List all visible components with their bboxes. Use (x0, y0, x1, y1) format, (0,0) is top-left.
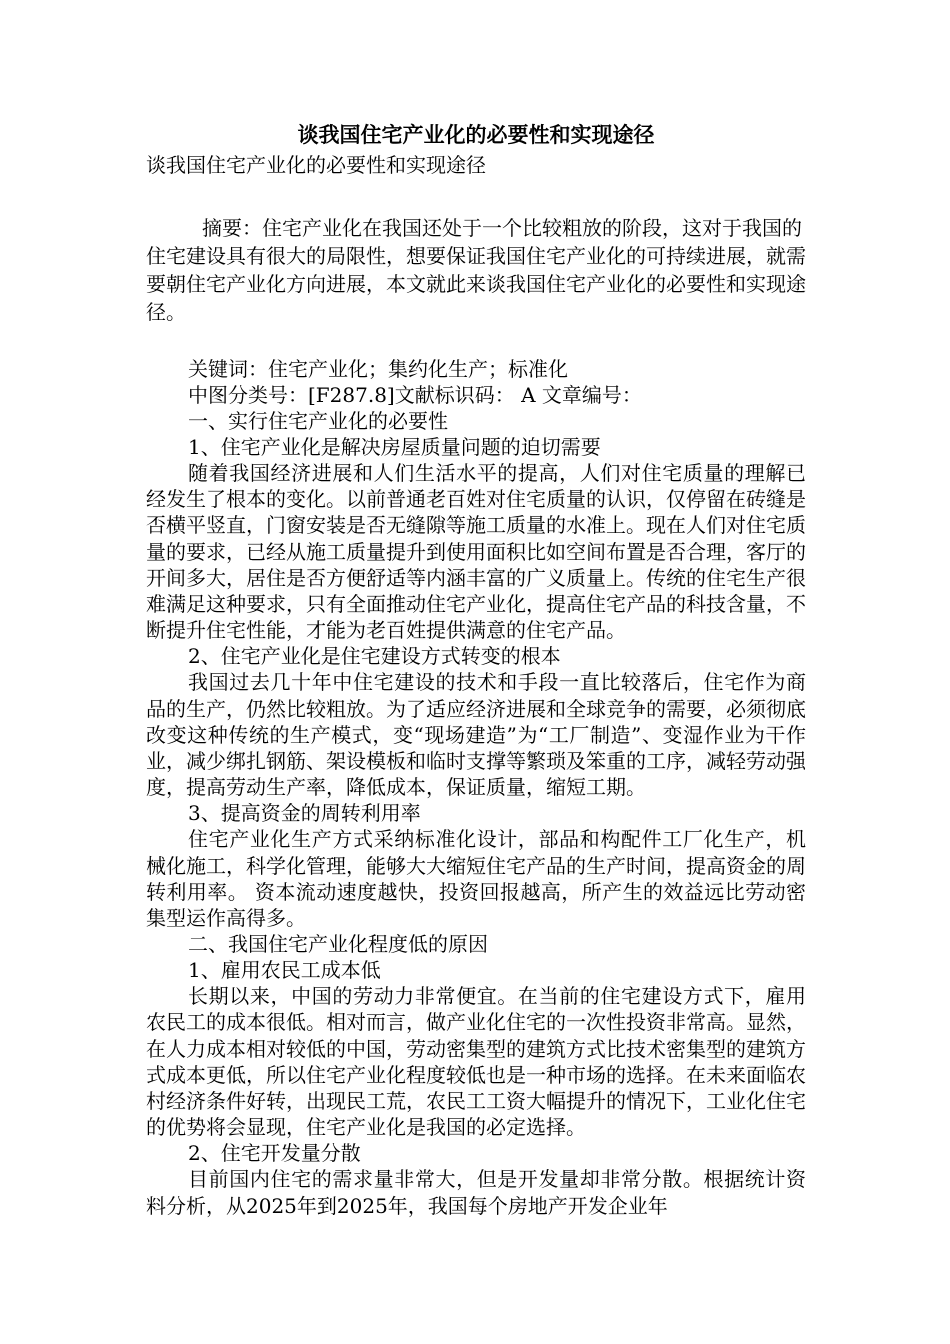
keywords-line: 关键词：住宅产业化；集约化生产；标准化 (188, 357, 568, 381)
section-heading: 二、我国住宅产业化程度低的原因 (188, 932, 488, 957)
abstract-paragraph: 摘要：住宅产业化在我国还处于一个比较粗放的阶段，这对于我国的住宅建设具有很大的局限性，想要保证我国住宅产业化的可持续进展，就需要朝住宅产业化方向进展，本文就此来谈我国住宅产业化的必要性和实现途径。 (146, 216, 806, 324)
body-paragraph: 我国过去几十年中住宅建设的技术和手段一直比较落后，住宅作为商品的生产，仍然比较粗放。为了适应经济进展和全球竞争的需要，必须彻底改变这种传统的生产模式，变“现场建造”为“工厂制造”、变湿作业为干作业，减少绑扎钢筋、架设模板和临时支撑等繁琐及笨重的工序，减轻劳动强度，提高劳动生产率，降低成本，保证质量，缩短工期。 (146, 670, 806, 800)
subsection-heading: 1、雇用农民工成本低 (188, 958, 381, 983)
spacer (146, 326, 806, 356)
subsection-heading: 2、住宅开发量分散 (188, 1141, 361, 1166)
body-paragraph: 长期以来，中国的劳动力非常便宜。在当前的住宅建设方式下，雇用农民工的成本很低。相对而言，做产业化住宅的一次性投资非常高。显然，在人力成本相对较低的中国，劳动密集型的建筑方式比技术密集型的建筑方式成本更低，所以住宅产业化程度较低也是一种市场的选择。在未来面临农村经济条件好转，出现民工荒，农民工工资大幅提升的情况下，工业化住宅的优势将会显现，住宅产业化是我国的必定选择。 (146, 984, 806, 1140)
body-paragraph: 目前国内住宅的需求量非常大，但是开发量却非常分散。根据统计资料分析，从2025年到2025年，我国每个房地产开发企业年 (146, 1167, 806, 1218)
subsection-heading: 2、住宅产业化是住宅建设方式转变的根本 (188, 644, 561, 669)
body-paragraph: 住宅产业化生产方式采纳标准化设计，部品和构配件工厂化生产，机械化施工，科学化管理，能够大大缩短住宅产品的生产时间，提高资金的周转利用率。 资本流动速度越快，投资回报越高，所产生的效益远比劳动密集型运作高得多。 (146, 827, 806, 931)
document-subtitle: 谈我国住宅产业化的必要性和实现途径 (146, 153, 486, 177)
body-paragraph: 随着我国经济进展和人们生活水平的提高，人们对住宅质量的理解已经发生了根本的变化。以前普通老百姓对住宅质量的认识，仅停留在砖缝是否横平竖直，门窗安装是否无缝隙等施工质量的水准上。现在人们对住宅质量的要求，已经从施工质量提升到使用面积比如空间布置是否合理，客厅的开间多大，居住是否方便舒适等内涵丰富的广义质量上。传统的住宅生产很难满足这种要求，只有全面推动住宅产业化，提高住宅产品的科技含量，不断提升住宅性能，才能为老百姓提供满意的住宅产品。 (146, 461, 806, 643)
subsection-heading: 3、提高资金的周转利用率 (188, 801, 421, 826)
spacer (146, 180, 806, 214)
subsection-heading: 1、住宅产业化是解决房屋质量问题的迫切需要 (188, 435, 601, 459)
classification-line: 中图分类号：[F287.8]文献标识码： A 文章编号： (188, 383, 642, 407)
document-title: 谈我国住宅产业化的必要性和实现途径 (297, 122, 655, 147)
section-heading: 一、实行住宅产业化的必要性 (188, 409, 448, 433)
document-page (146, 120, 806, 1219)
